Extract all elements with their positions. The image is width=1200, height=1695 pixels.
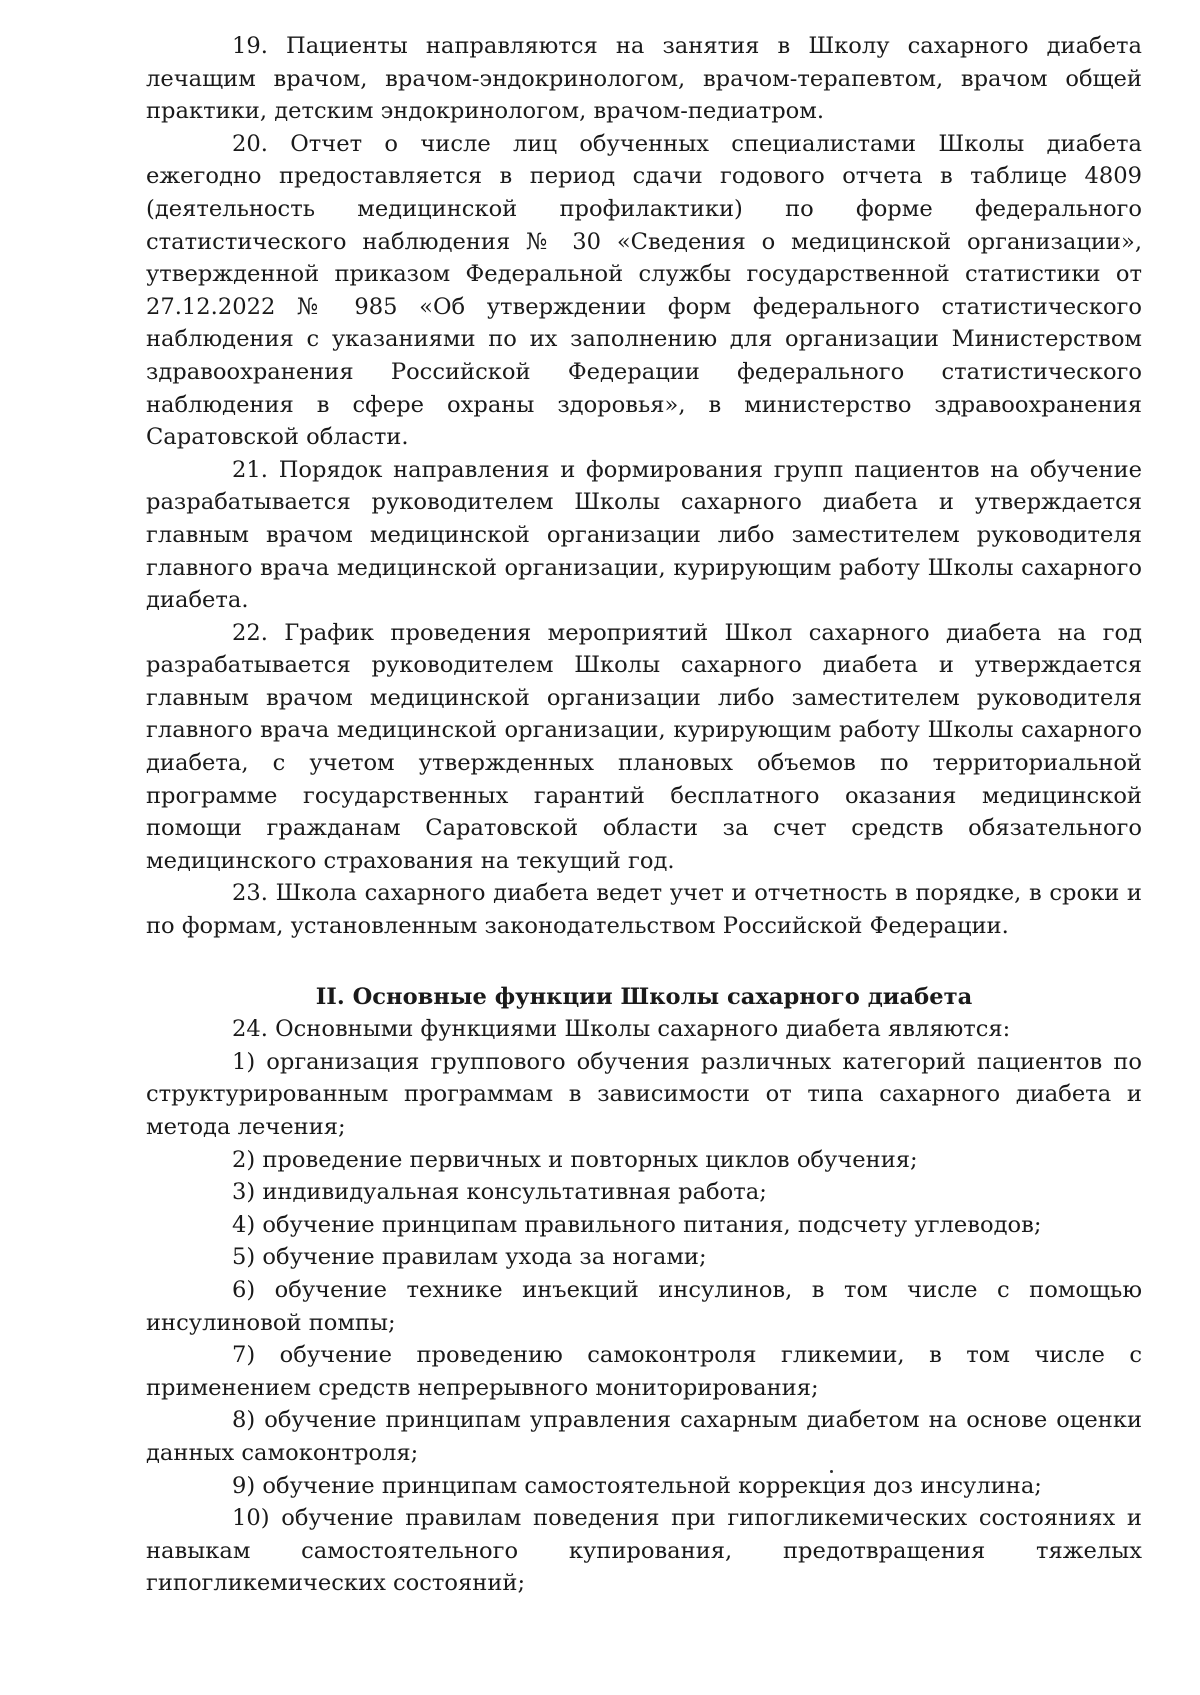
function-item-9: 9) обучение принципам самостоятельной коррекция доз инсулина; — [232, 1472, 1042, 1499]
function-item-7: 7) обучение проведению самоконтроля гликемии, в том числе с применением средств непрерывного мониторирования; — [146, 1342, 1142, 1401]
scan-speck — [830, 1470, 833, 1473]
function-item-5: 5) обучение правилам ухода за ногами; — [232, 1244, 707, 1271]
function-item-4: 4) обучение принципам правильного питания, подсчету углеводов; — [232, 1211, 1042, 1238]
section-heading: II. Основные функции Школы сахарного диабета — [315, 983, 973, 1010]
function-item-3: 3) индивидуальная консультативная работа; — [232, 1179, 767, 1206]
function-item-1: 1) организация группового обучения различных категорий пациентов по структурированным программам в зависимости от типа сахарного диабета и метода лечения; — [146, 1048, 1142, 1140]
function-item-2: 2) проведение первичных и повторных циклов обучения; — [232, 1146, 918, 1173]
paragraph-19: 19. Пациенты направляются на занятия в Школу сахарного диабета лечащим врачом, врачом-эндокринологом, врачом-терапевтом, врачом общей практики, детским эндокринологом, врачом-педиатром. — [146, 33, 1142, 125]
function-item-6: 6) обучение технике инъекций инсулинов, в том числе с помощью инсулиновой помпы; — [146, 1276, 1142, 1336]
document-body — [146, 30, 1142, 1600]
paragraph-23: 23. Школа сахарного диабета ведет учет и отчетность в порядке, в сроки и по формам, установленным законодательством Российской Федерации. — [146, 880, 1142, 940]
functions-intro: 24. Основными функциями Школы сахарного диабета являются: — [232, 1016, 1011, 1043]
function-item-8: 8) обучение принципам управления сахарным диабетом на основе оценки данных самоконтроля; — [146, 1407, 1142, 1466]
paragraph-21: 21. Порядок направления и формирования групп пациентов на обучение разрабатывается руководителем Школы сахарного диабета и утверждается главным врачом медицинской организации либо заместителем руководителя главного врача медицинской организации, курирующим работу Школы сахарного диабета. — [146, 456, 1142, 614]
paragraph-22: 22. График проведения мероприятий Школ сахарного диабета на год разрабатывается руководителем Школы сахарного диабета и утверждается главным врачом медицинской организации либо заместителем руководителя главного врача медицинской организации, курирующим работу Школы сахарного диабета, с учетом утвержденных плановых объемов по территориальной программе государственных гарантий бесплатного оказания медицинской помощи гражданам Саратовской области за счет средств обязательного медицинского страхования на текущий год. — [146, 619, 1142, 874]
function-item-10: 10) обучение правилам поведения при гипогликемических состояниях и навыкам самостоятельного купирования, предотвращения тяжелых гипогликемических состояний; — [146, 1505, 1142, 1597]
paragraph-20: 20. Отчет о числе лиц обученных специалистами Школы диабета ежегодно предоставляется в период сдачи годового отчета в таблице 4809 (деятельность медицинской профилактики) по форме федерального статистического наблюдения № 30 «Сведения о медицинской организации», утвержденной приказом Федеральной службы государственной статистики от 27.12.2022 № 985 «Об утверждении форм федерального статистического наблюдения с указаниями по их заполнению для организации Министерством здравоохранения Российской Федерации федерального статистического наблюдения в сфере охраны здоровья», в министерство здравоохранения Саратовской области. — [146, 130, 1142, 451]
